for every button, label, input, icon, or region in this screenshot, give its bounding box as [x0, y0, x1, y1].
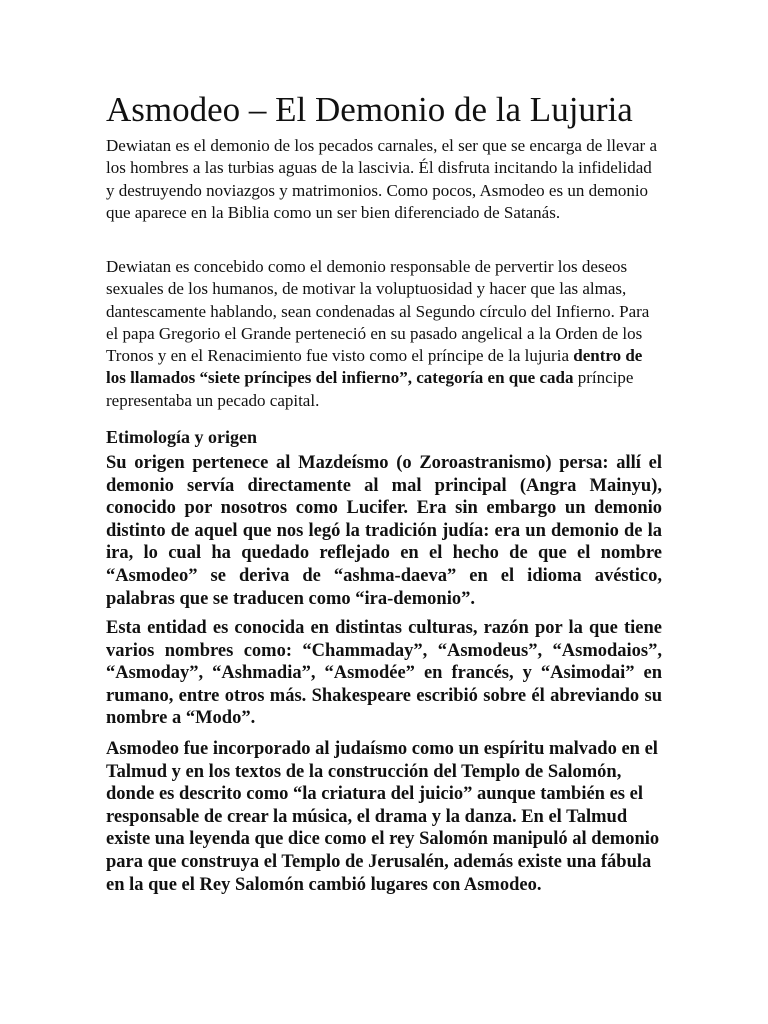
- paragraph-origin: Su origen pertenece al Mazdeísmo (o Zoroastranismo) persa: allí el demonio servía directamente al mal principal (Angra Mainyu), conocido por nosotros como Lucifer. Era sin embargo un demonio distinto de aquel que nos legó la tradición judía: era un demonio de la ira, lo cual ha quedado reflejado en el hecho de que el nombre “Asmodeo” se deriva de “ashma-daeva” en el idioma avéstico, palabras que se traducen como “ira-demonio”.: [106, 453, 662, 609]
- paragraph-intro: Dewiatan es el demonio de los pecados carnales, el ser que se encarga de llevar a los hombres a las turbias aguas de la lascivia. Él disfruta incitando la infidelidad y destruyendo noviazgos y matrimonios. Como pocos, Asmodeo es un demonio que aparece en la Biblia como un ser bien diferenciado de Satanás.: [106, 136, 657, 222]
- paragraph-concept-text: Dewiatan es concebido como el demonio responsable de pervertir los deseos sexuales de los humanos, de motivar la voluptuosidad y hacer que las almas, dantescamente hablando, sean condenadas al Segundo círculo del Infierno. Para el papa Gregorio el Grande perteneció en su pasado angelical a la Orden de los Tronos y en el Renacimiento fue visto como el príncipe de la lujuria: [106, 257, 650, 366]
- paragraph-concept: [106, 256, 664, 412]
- document-title: Asmodeo – El Demonio de la Lujuria: [106, 90, 633, 129]
- paragraph-judaism: Asmodeo fue incorporado al judaísmo como un espíritu malvado en el Talmud y en los textos de la construcción del Templo de Salomón, donde es descrito como “la criatura del juicio” aunque también es el responsable de crear la música, el drama y la danza. En el Talmud existe una leyenda que dice como el rey Salomón manipuló al demonio para que construya el Templo de Jerusalén, además existe una fábula en la que el Rey Salomón cambió lugares con Asmodeo.: [106, 739, 660, 895]
- paragraph-concept-bold-text: dentro de los llamados “siete príncipes del infierno”, categoría en que cada: [106, 346, 643, 388]
- section-heading-etymology: Etimología y origen: [106, 427, 257, 447]
- paragraph-names: Esta entidad es conocida en distintas culturas, razón por la que tiene varios nombres como: “Chammaday”, “Asmodeus”, “Asmodaios”, “Asmoday”, “Ashmadia”, “Asmodée” en francés, y “Asimodai” en rumano, entre otros más. Shakespeare escribió sobre él abreviando su nombre a “Modo”.: [106, 618, 662, 729]
- paragraph-concept-end-text: príncipe representaba un pecado capital.: [106, 368, 634, 410]
